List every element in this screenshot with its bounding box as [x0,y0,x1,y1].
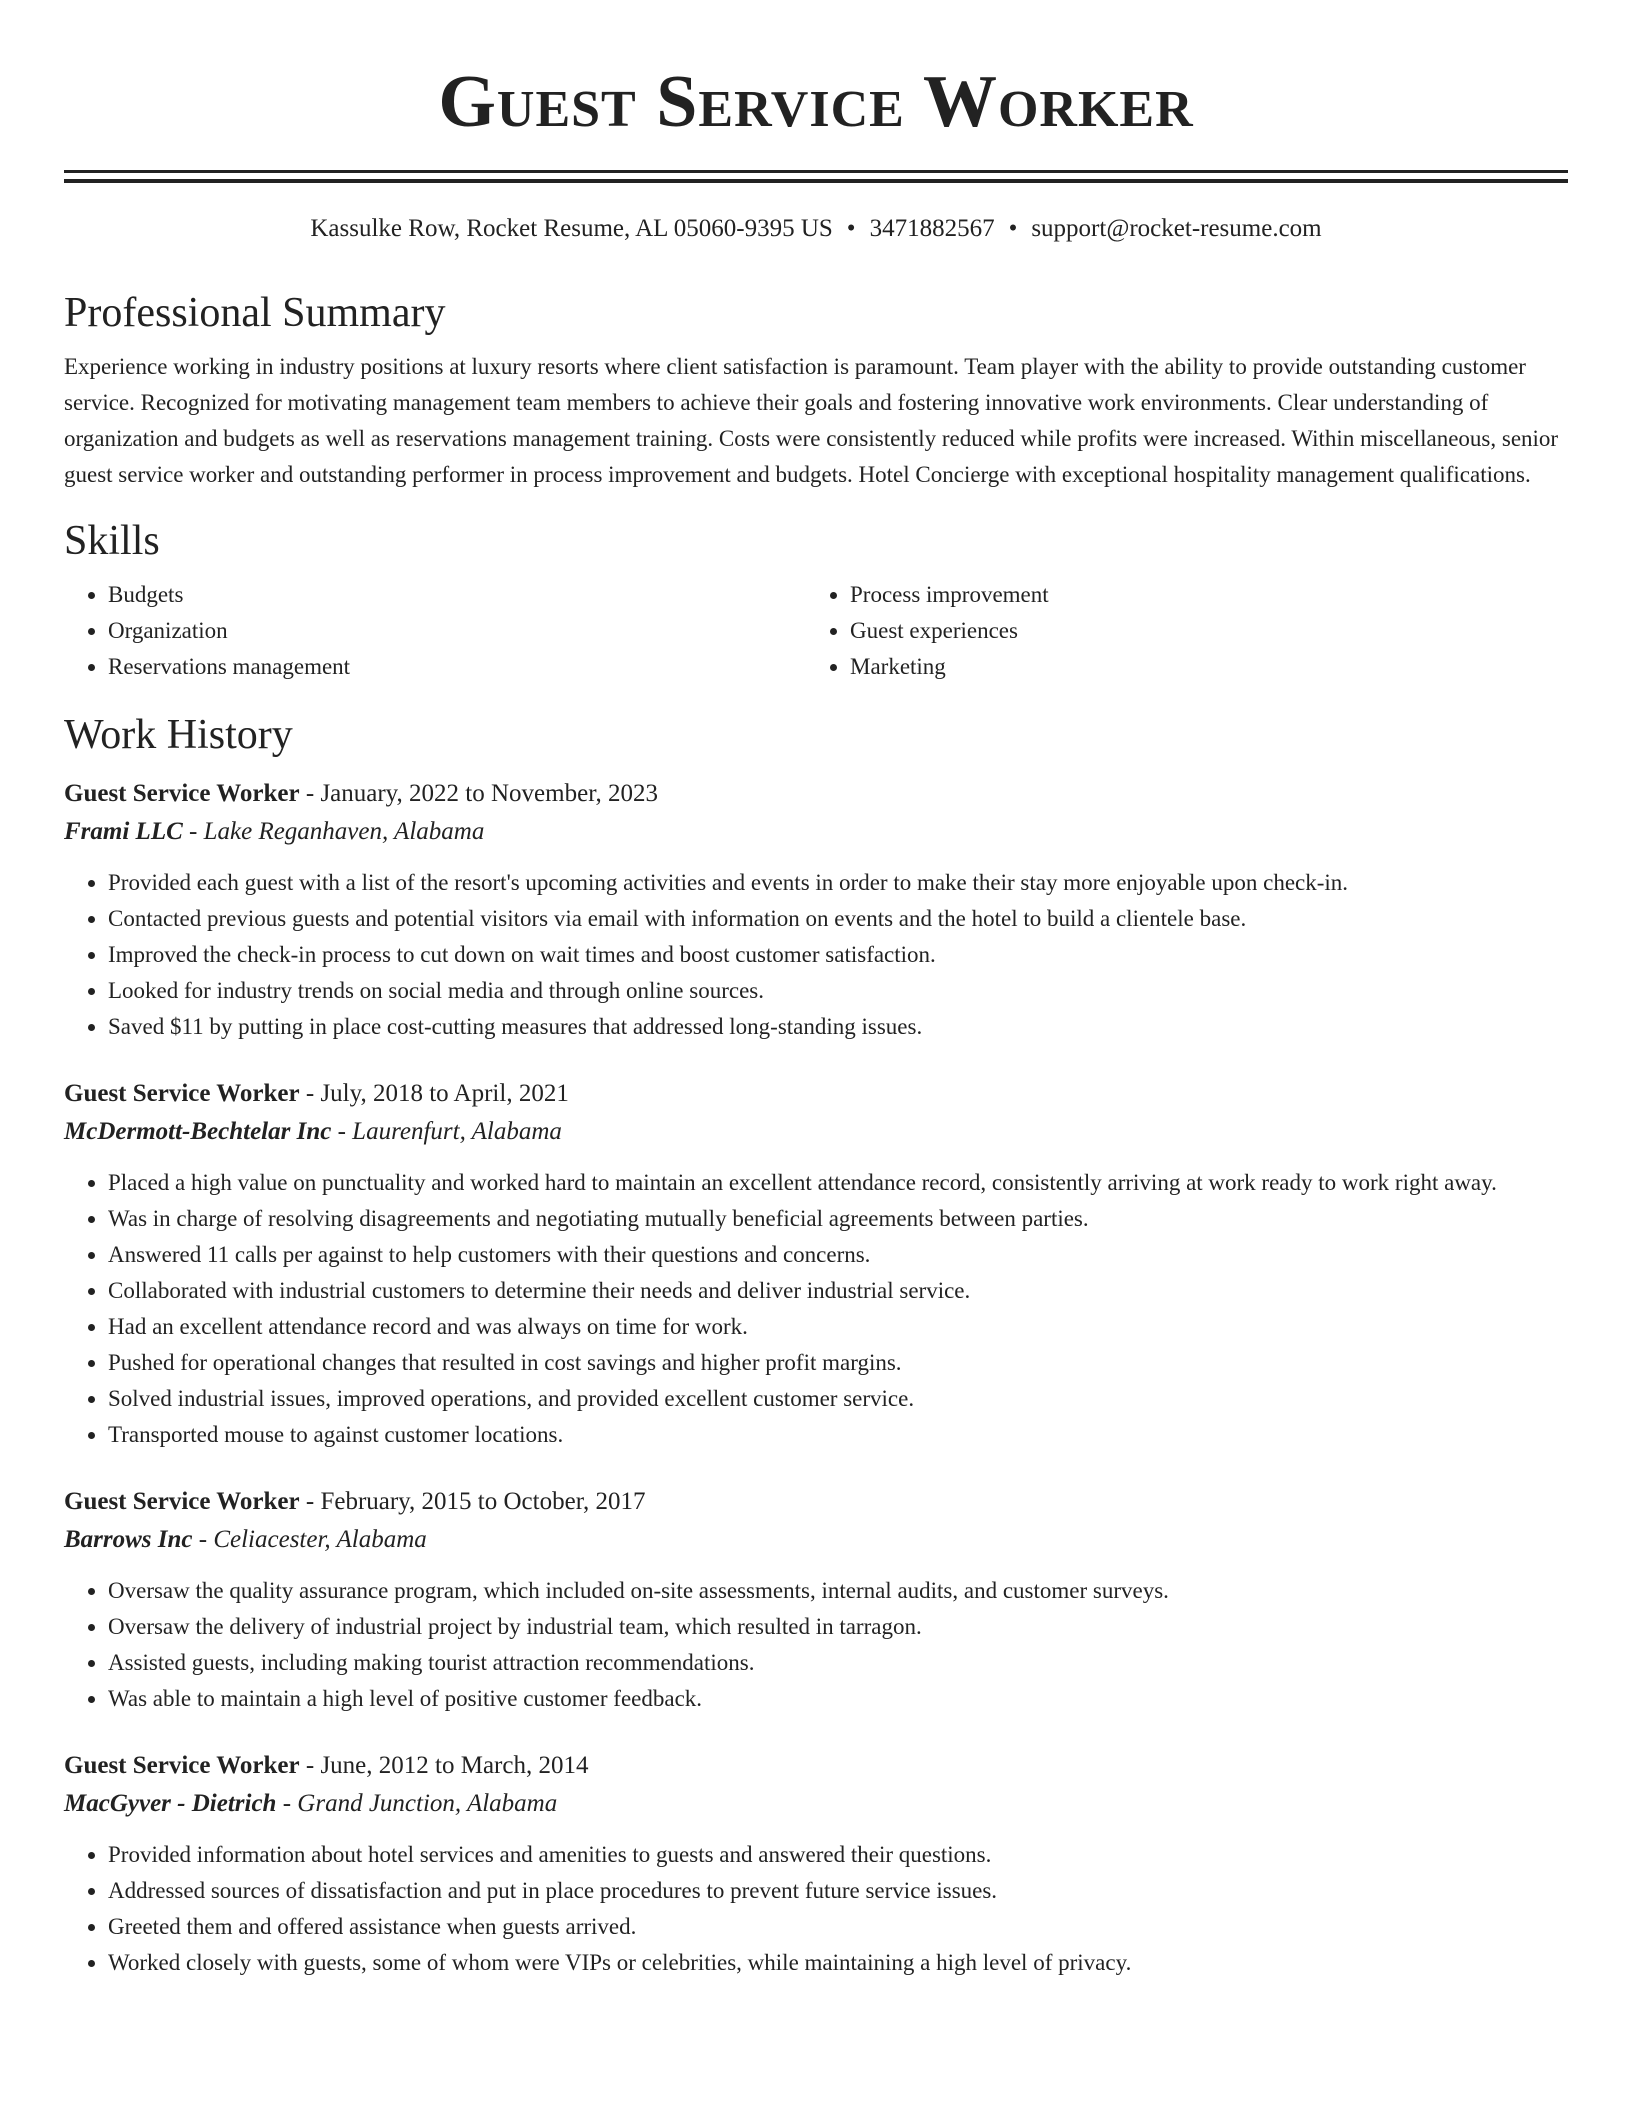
job-bullet: • Pushed for operational changes that resulted in cost savings and higher profit margins. [108,1345,1568,1381]
company-line [64,1521,1568,1559]
job-bullet: • Looked for industry trends on social media and through online sources. [108,973,1568,1009]
dash: - [305,1488,315,1515]
job-bullets [64,865,1568,1045]
contact-email: support@rocket-resume.com [1031,215,1322,242]
job-dates: February, 2015 to October, 2017 [320,1488,646,1515]
job-title-line [64,1483,1568,1521]
dash: - [198,1526,208,1553]
contact-line [64,213,1568,245]
resume-page [64,0,1568,1981]
dash: - [305,1752,315,1779]
job-bullet: • Answered 11 calls per against to help customers with their questions and concerns. [108,1237,1568,1273]
dash: - [305,1080,315,1107]
job-bullet: • Transported mouse to against customer locations. [108,1417,1568,1453]
job-bullet: • Was able to maintain a high level of positive customer feedback. [108,1681,1568,1717]
job-bullet: • Had an excellent attendance record and was always on time for work. [108,1309,1568,1345]
company-name: MacGyver - Dietrich [64,1790,277,1817]
job-title-line [64,1747,1568,1785]
skills-column-left [64,577,806,685]
contact-separator: • [1008,215,1018,242]
skill-item: • Process improvement [850,577,1548,613]
job-entry [64,775,1568,1045]
contact-phone: 3471882567 [869,215,995,242]
job-dates: January, 2022 to November, 2023 [320,780,659,807]
job-entry [64,1483,1568,1717]
skills-heading: Skills [64,518,160,564]
job-location: Laurenfurt, Alabama [352,1118,562,1145]
skills-list [64,577,1568,685]
job-title: Guest Service Worker [64,1752,300,1779]
job-bullet: • Was in charge of resolving disagreements and negotiating mutually beneficial agreements between parties. [108,1201,1568,1237]
job-bullet: • Provided information about hotel services and amenities to guests and answered their questions. [108,1837,1568,1873]
skill-item: • Budgets [108,577,806,613]
company-name: Barrows Inc [64,1526,193,1553]
resume-name: Guest Service Worker [438,61,1194,143]
job-location: Lake Reganhaven, Alabama [203,818,485,845]
skills-column-right [806,577,1548,685]
job-bullet: • Collaborated with industrial customers to determine their needs and deliver industrial service. [108,1273,1568,1309]
company-name: McDermott-Bechtelar Inc [64,1118,332,1145]
job-bullet: • Addressed sources of dissatisfaction and put in place procedures to prevent future service issues. [108,1873,1568,1909]
job-bullets [64,1165,1568,1453]
header-divider-thin [64,179,1568,183]
skill-item: • Organization [108,613,806,649]
job-bullet: • Oversaw the quality assurance program, which included on-site assessments, internal audits, and customer surveys. [108,1573,1568,1609]
job-title: Guest Service Worker [64,780,300,807]
job-title-line [64,1075,1568,1113]
job-dates: June, 2012 to March, 2014 [320,1752,589,1779]
skill-item: • Reservations management [108,649,806,685]
job-bullet: • Worked closely with guests, some of whom were VIPs or celebrities, while maintaining a high level of privacy. [108,1945,1568,1981]
job-bullet: • Greeted them and offered assistance when guests arrived. [108,1909,1568,1945]
job-bullet: • Assisted guests, including making tourist attraction recommendations. [108,1645,1568,1681]
job-bullet: • Oversaw the delivery of industrial project by industrial team, which resulted in tarragon. [108,1609,1568,1645]
header-divider-thick [64,170,1568,173]
job-bullet: • Solved industrial issues, improved operations, and provided excellent customer service. [108,1381,1568,1417]
skill-item: • Guest experiences [850,613,1548,649]
job-bullet: • Saved $11 by putting in place cost-cutting measures that addressed long-standing issues. [108,1009,1568,1045]
job-entry [64,1075,1568,1453]
skill-item: • Marketing [850,649,1548,685]
company-line [64,1785,1568,1823]
job-bullet: • Improved the check-in process to cut down on wait times and boost customer satisfaction. [108,937,1568,973]
dash: - [305,780,315,807]
job-dates: July, 2018 to April, 2021 [320,1080,569,1107]
company-line [64,813,1568,851]
dash: - [337,1118,346,1145]
dash: - [282,1790,292,1817]
contact-address: Kassulke Row, Rocket Resume, AL 05060-9395 US [310,215,833,242]
job-bullet: • Contacted previous guests and potential visitors via email with information on events and the hotel to build a clientele base. [108,901,1568,937]
job-title-line [64,775,1568,813]
contact-separator: • [846,215,856,242]
company-line [64,1113,1568,1151]
job-bullet: • Provided each guest with a list of the resort's upcoming activities and events in order to make their stay more enjoyable upon check-in. [108,865,1568,901]
job-location: Celiacester, Alabama [213,1526,427,1553]
job-title: Guest Service Worker [64,1080,300,1107]
job-bullets [64,1837,1568,1981]
job-entry [64,1747,1568,1981]
job-bullet: • Placed a high value on punctuality and worked hard to maintain an excellent attendance record, consistently arriving at work ready to work right away. [108,1165,1568,1201]
job-bullets [64,1573,1568,1717]
company-name: Frami LLC [64,818,183,845]
summary-heading: Professional Summary [64,290,446,336]
summary-text: Experience working in industry positions at luxury resorts where client satisfaction is paramount. Team player with the ability to provide outstanding customer service. Recognized for motivating management team members to achieve their goals and fostering innovative work environments. Clear understanding of organization and budgets as well as reservations management training. Costs were consistently reduced while profits were increased. Within miscellaneous, senior guest service worker and outstanding performer in process improvement and budgets. Hotel Concierge with exceptional hospitality management qualifications. [64,354,1559,487]
dash: - [189,818,198,845]
job-title: Guest Service Worker [64,1488,300,1515]
work-history-heading: Work History [64,712,293,758]
job-location: Grand Junction, Alabama [297,1790,558,1817]
